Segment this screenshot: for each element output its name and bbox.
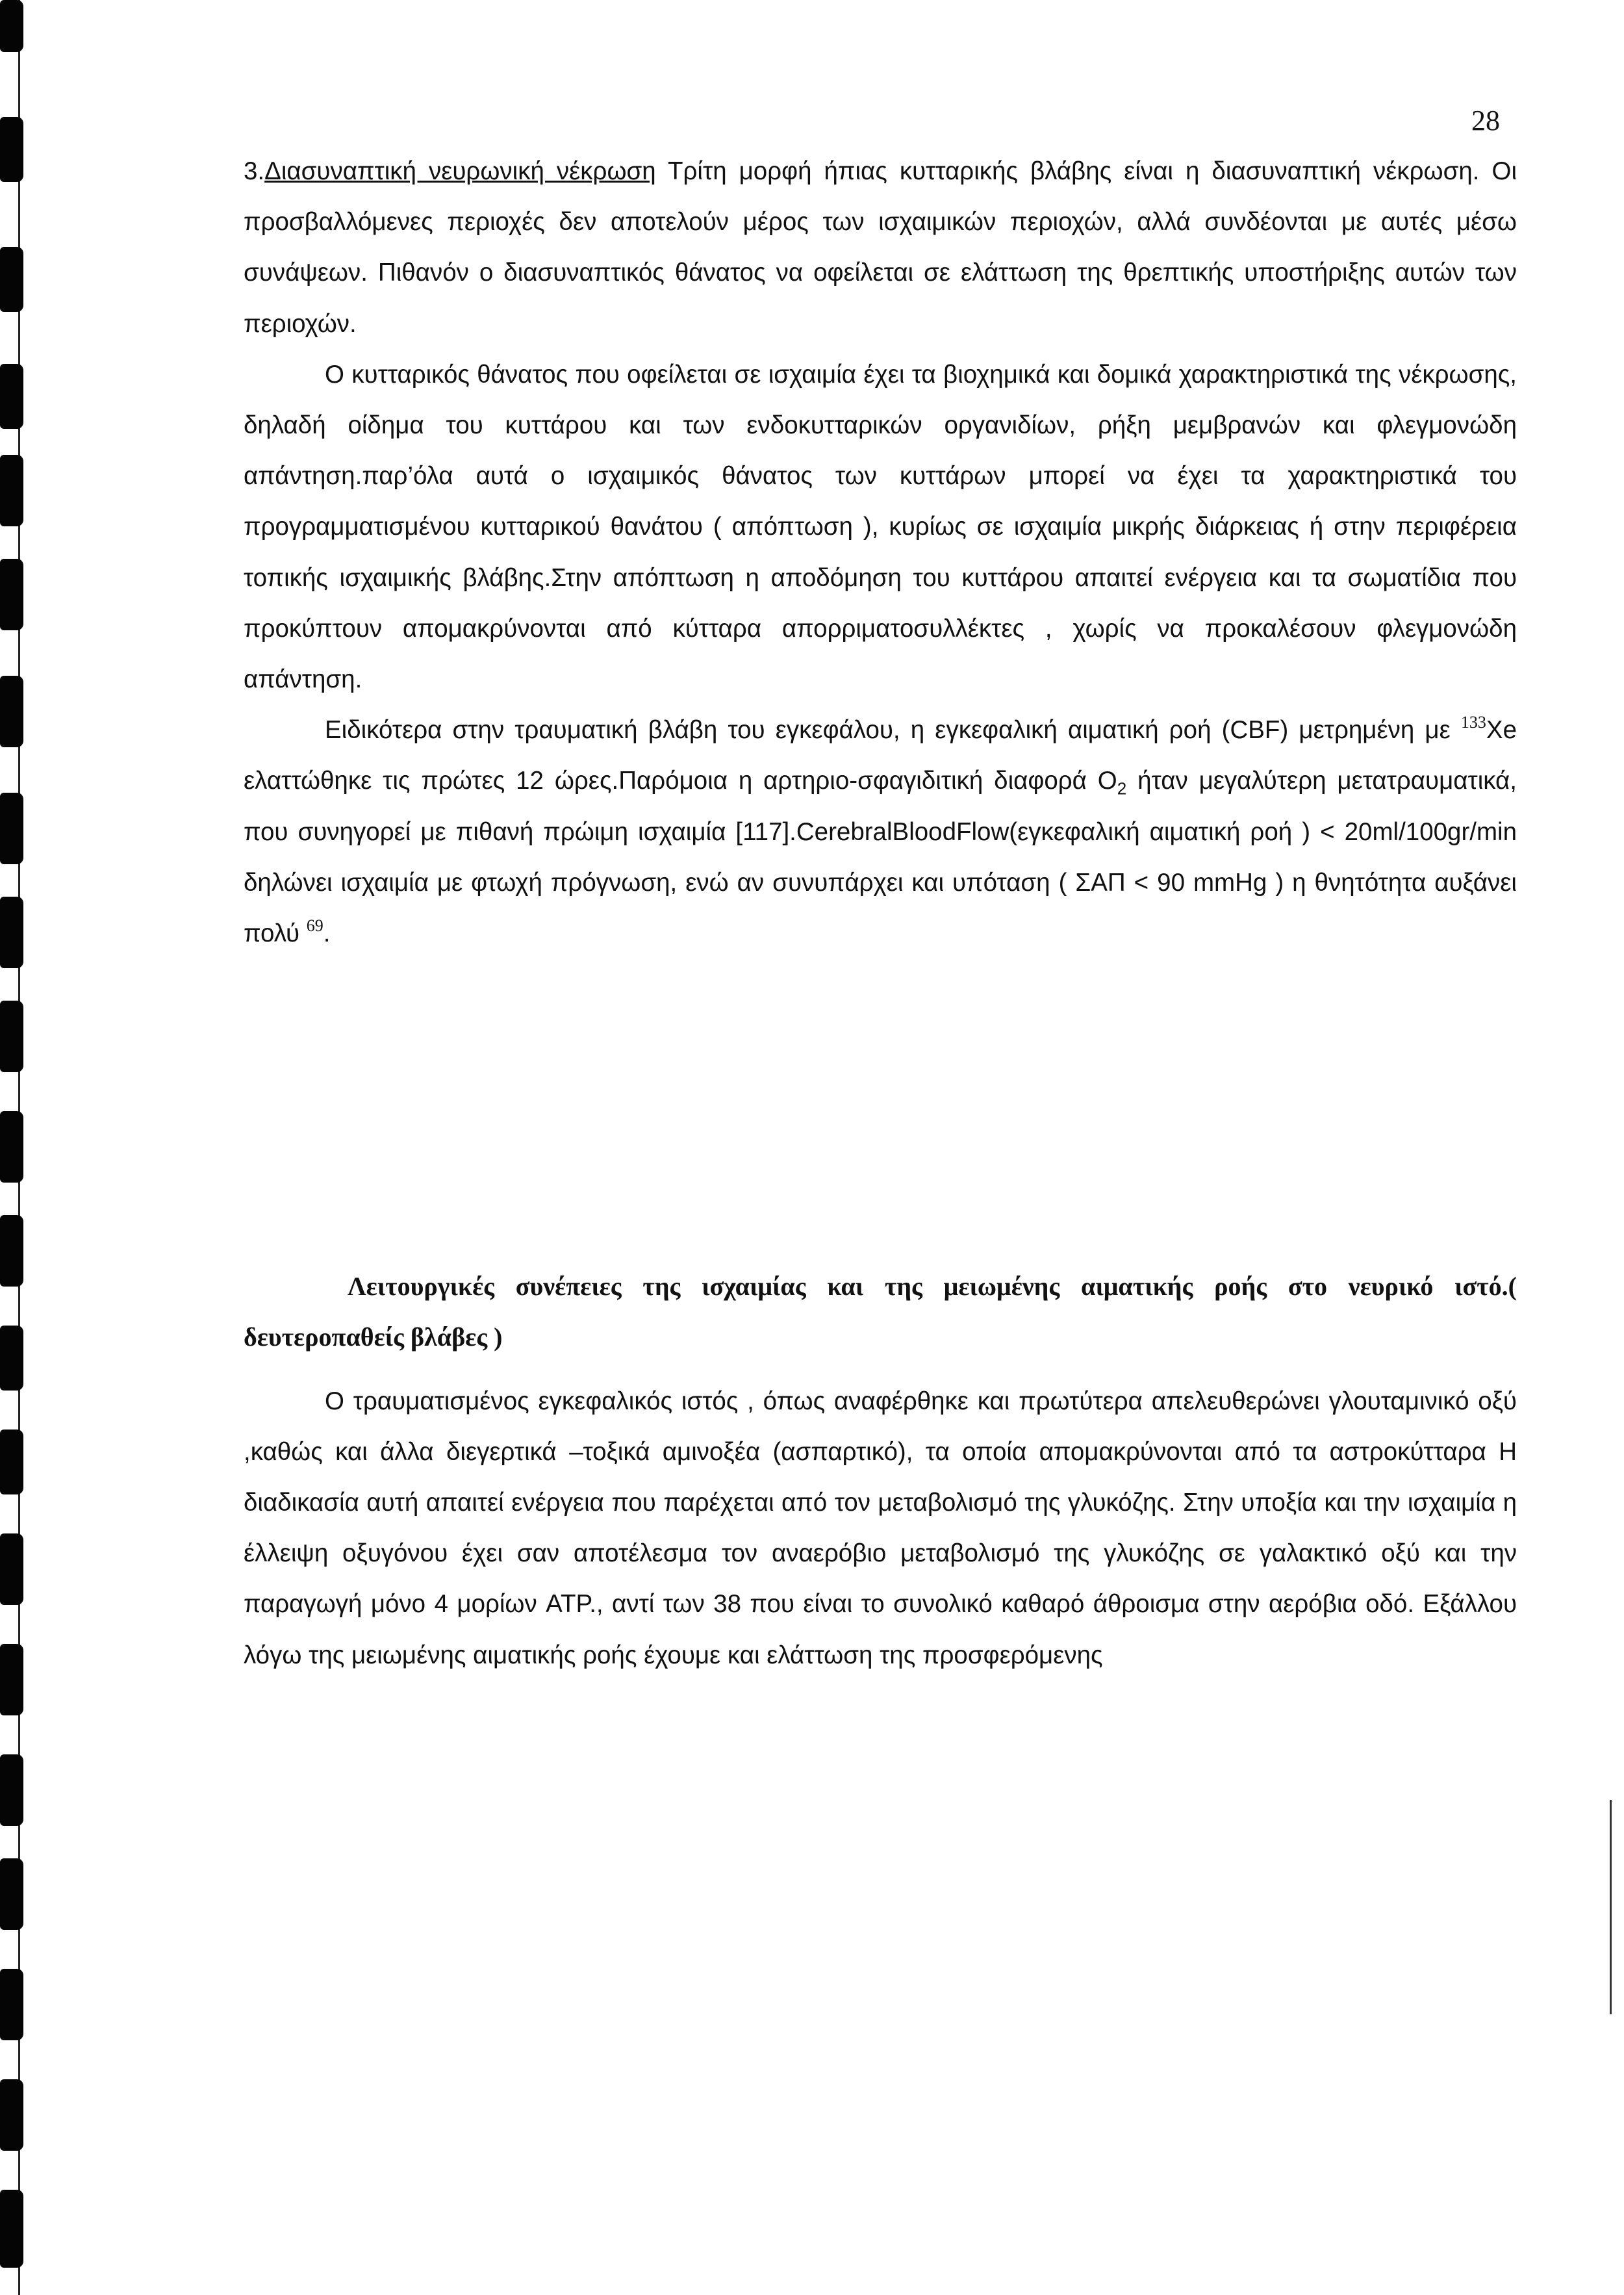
section-3-paragraph: [244, 146, 1517, 350]
page-number: 28: [1471, 105, 1500, 136]
binding-strip: [0, 0, 45, 2295]
binding-hole-mark: [0, 1969, 23, 2040]
reference-superscript: 69: [306, 916, 324, 936]
blank-space: [244, 1363, 1517, 1376]
paragraph-glutamate: Ο τραυματισμένος εγκεφαλικός ιστός , όπως αναφέρθηκε και πρωτύτερα απελευθερώνει γλουταμινικό οξύ ,καθώς και άλλα διεγερτικά –τοξικά αμινοξέα (ασπαρτικό), τα οποία απομακρύνονται από τα αστροκύτταρα Η διαδικασία αυτή απαιτεί ενέργεια που παρέχεται από τον μεταβολισμό της γλυκόζης. Στην υποξία και την ισχαιμία η έλλειψη οξυγόνου έχει σαν αποτέλεσμα τον αναερόβιο μεταβολισμό της γλυκόζης σε γαλακτικό οξύ και την παραγωγή μόνο 4 μορίων ATP., αντί των 38 που είναι το συνολικό καθαρό άθροισμα στην αερόβια οδό. Εξάλλου λόγω της μειωμένης αιματικής ροής έχουμε και ελάττωση της προσφερόμενης: [244, 1387, 1517, 1669]
cbf-text-part2: Xe ελαττώθηκε τις πρώτες 12 ώρες.Παρόμοια η αρτηριο-σφαγιδιτική διαφορά O: [244, 716, 1517, 795]
binding-hole-mark: [0, 1644, 23, 1715]
section-text: Τρίτη μορφή ήπιας κυτταρικής βλάβης είναι η διασυναπτική νέκρωση. Οι προσβαλλόμενες περιοχές δεν αποτελούν μέρος των ισχαιμικών περιοχών, αλλά συνδέονται με αυτές μέσω συνάψεων. Πιθανόν ο διασυναπτικός θάνατος να οφείλεται σε ελάττωση της θρεπτικής υποστήριξης αυτών των περιοχών.: [244, 157, 1517, 338]
binding-hole-mark: [0, 897, 23, 968]
isotope-mass-superscript: 133: [1460, 713, 1486, 732]
binding-hole-mark: [0, 2079, 23, 2151]
blank-space: [244, 959, 1517, 1261]
binding-hole-mark: [0, 1215, 23, 1287]
binding-hole-mark: [0, 1326, 23, 1391]
binding-hole-mark: [0, 1858, 23, 1930]
section-title: Διασυναπτική νευρωνική νέκρωση: [264, 157, 656, 185]
scan-edge-line: [1610, 1800, 1612, 2014]
cbf-text-part3: ήταν μεγαλύτερη μετατραυματικά, που συνηγορεί με πιθανή πρώιμη ισχαιμία [117].CerebralBloodFlow(εγκεφαλική αιματική ροή ) < 20ml/100gr/min δηλώνει ισχαιμία με φτωχή πρόγνωση, ενώ αν συνυπάρχει και υπόταση ( ΣΑΠ < 90 mmHg ) η θνητότητα αυξάνει πολύ: [244, 767, 1517, 948]
binding-hole-mark: [0, 0, 23, 52]
binding-hole-mark: [0, 1533, 23, 1605]
section-number: 3.: [244, 157, 265, 185]
binding-hole-mark: [0, 1111, 23, 1183]
o2-subscript: 2: [1117, 779, 1127, 799]
document-body: [244, 146, 1517, 1681]
binding-hole-mark: [0, 364, 23, 429]
binding-hole-mark: [0, 1754, 23, 1826]
binding-hole-mark: [0, 455, 23, 526]
binding-hole-mark: [0, 559, 23, 630]
binding-hole-mark: [0, 1430, 23, 1494]
section-heading: Λειτουργικές συνέπειες της ισχαιμίας και της μειωμένης αιματικής ροής στο νευρικό ιστό.( δευτεροπαθείς βλάβες ): [244, 1272, 1517, 1352]
binding-hole-mark: [0, 793, 23, 864]
cbf-text-end: .: [323, 919, 331, 948]
paragraph-cell-death: Ο κυτταρικός θάνατος που οφείλεται σε ισχαιμία έχει τα βιοχημικά και δομικά χαρακτηριστικά της νέκρωσης, δηλαδή οίδημα του κυττάρου και των ενδοκυτταρικών οργανιδίων, ρήξη μεμβρανών και φλεγμονώδη απάντηση.παρ’όλα αυτά ο ισχαιμικός θάνατος των κυττάρων μπορεί να έχει τα χαρακτηριστικά του προγραμματισμένου κυτταρικού θανάτου ( απόπτωση ), κυρίως σε ισχαιμία μικρής διάρκειας ή στην περιφέρεια τοπικής ισχαιμικής βλάβης.Στην απόπτωση η αποδόμηση του κυττάρου απαιτεί ενέργεια και τα σωματίδια που προκύπτουν απομακρύνονται από κύτταρα απορριματοσυλλέκτες , χωρίς να προκαλέσουν φλεγμονώδη απάντηση.: [244, 360, 1517, 694]
binding-hole-mark: [0, 247, 23, 312]
binding-hole-mark: [0, 676, 23, 747]
binding-hole-mark: [0, 1001, 23, 1072]
binding-hole-mark: [0, 2190, 23, 2268]
binding-hole-mark: [0, 117, 23, 182]
paragraph-cbf: [244, 705, 1517, 959]
cbf-text-part1: Ειδικότερα στην τραυματική βλάβη του εγκεφάλου, η εγκεφαλική αιματική ροή (CBF) μετρημένη με: [325, 716, 1461, 745]
